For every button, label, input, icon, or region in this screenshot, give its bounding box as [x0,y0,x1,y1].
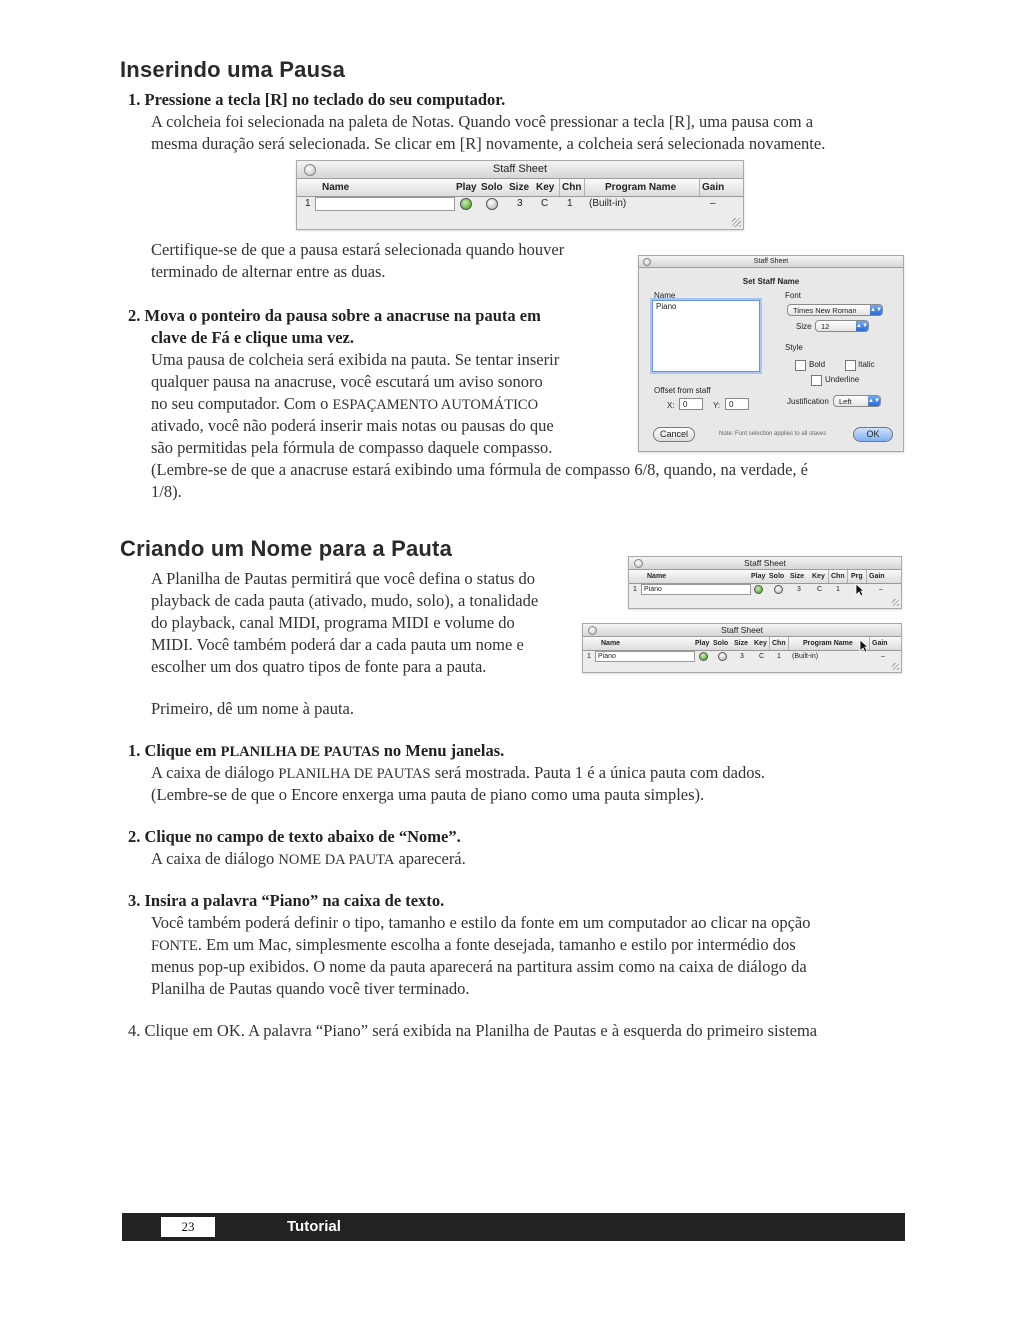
header-chn[interactable]: Chn [562,182,582,193]
step-3b-body-line-4: Planilha de Pautas quando você tiver terminado. [151,979,470,998]
page-number: 23 [161,1217,215,1237]
header-solo[interactable]: Solo [713,640,729,647]
step-2-body-line-7: 1/8). [151,482,182,501]
header-chn[interactable]: Chn [831,573,845,580]
step-2-body-line-3 [151,393,538,416]
certifique-line-2: terminado de alternar entre as duas. [151,262,386,281]
close-icon[interactable] [588,626,597,635]
window-titlebar [583,624,901,637]
program-value[interactable]: (Built-in) [589,198,627,209]
popup-arrows-icon: ▲▼ [868,398,880,404]
header-chn[interactable]: Chn [772,640,786,647]
step-2b-title: 2. Clique no campo de texto abaixo de “Nome”. [128,827,461,846]
font-popup[interactable] [787,304,883,316]
espacamento-automatico: ESPAÇAMENTO AUTOMÁTICO [332,397,539,413]
size-value[interactable]: 3 [740,653,744,660]
bold-checkbox[interactable] [795,360,806,371]
step-1b-title-a: 1. Clique em [128,741,221,760]
column-header-row [583,637,901,651]
window-title: Staff Sheet [492,163,548,175]
dialog-titlebar [639,256,903,268]
set-staff-name-dialog [638,255,904,452]
size-popup-value: 12 [821,322,830,331]
bold-label: Bold [809,360,826,369]
table-row[interactable] [297,197,743,212]
solo-led-icon[interactable] [718,652,727,661]
resize-grip-icon[interactable] [892,599,899,606]
justification-popup-value: Left [839,397,852,406]
play-led-icon[interactable] [754,585,763,594]
step-1-body-line-1: A colcheia foi selecionada na paleta de Notas. Quando você pressionar a tecla [R], uma pausa com a [151,112,814,131]
section-heading-pausa: Inserindo uma Pausa [120,57,346,82]
step-3b-body-b: . Em um Mac, simplesmente escolha a fonte desejada, tamanho e estilo por intermédio dos [197,935,796,954]
resize-grip-icon[interactable] [892,663,899,670]
y-label: Y: [713,401,721,410]
header-key[interactable]: Key [536,182,555,193]
footer-title: Tutorial [287,1218,341,1235]
step-1-body-line-2: mesma duração será selecionada. Se clicar em [R] novamente, a colcheia será selecionada novamente. [151,134,826,153]
italic-label: Italic [858,360,875,369]
step-2-body-line-6: (Lembre-se de que a anacruse estará exibindo uma fórmula de compasso 6/8, quando, na verdade, é [151,460,808,479]
popup-arrows-icon: ▲▼ [870,307,882,313]
gain-value[interactable]: – [710,198,716,209]
step-2-title-line-1: 2. Mova o ponteiro da pausa sobre a anacruse na pauta em [128,306,541,325]
step-2b-body [151,848,466,871]
row-number: 1 [633,586,637,593]
key-value[interactable]: C [541,198,549,209]
dialog-window-title: Staff Sheet [753,258,789,265]
header-solo[interactable]: Solo [769,573,785,580]
column-header-row [297,179,743,197]
key-value[interactable]: C [759,653,765,660]
header-solo[interactable]: Solo [481,182,503,193]
intro-line-1: A Planilha de Pautas permitirá que você defina o status do [151,569,535,588]
header-play[interactable]: Play [751,573,766,580]
header-play[interactable]: Play [456,182,477,193]
window-title: Staff Sheet [721,625,763,635]
solo-led-icon[interactable] [486,198,498,210]
header-size[interactable]: Size [509,182,530,193]
font-popup-value: Times New Roman [793,306,857,315]
header-gain[interactable]: Gain [702,182,725,193]
chn-value[interactable]: 1 [777,653,781,660]
step-2-title-line-2: clave de Fá e clique uma vez. [151,328,354,347]
column-header-row [629,570,901,584]
step-3b-body-sc: FONTE [151,938,198,954]
step-3b-body-line-3: menus pop-up exibidos. O nome da pauta aparecerá na partitura assim como na caixa de diálogo da [151,957,807,976]
font-note: Note: Font selection applies to all staves [719,431,827,437]
staff-name-field[interactable] [315,197,455,211]
intro-line-2: playback de cada pauta (ativado, mudo, solo), a tonalidade [151,591,539,610]
row-number: 1 [587,653,591,660]
table-row[interactable] [583,651,901,663]
size-label: Size [796,322,812,331]
program-value[interactable]: (Built-in) [792,653,819,660]
size-popup[interactable] [815,320,869,332]
step-2-body-line-4: ativado, você não poderá inserir mais notas ou pausas do que [151,416,554,435]
intro-line-5: escolher um dos quatro tipos de fonte para a pauta. [151,657,487,676]
header-size[interactable]: Size [734,640,749,647]
staff-name-field[interactable]: Piano [595,651,695,662]
y-offset-field[interactable]: 0 [725,398,749,410]
row-number: 1 [305,198,311,209]
step-3b-title: 3. Insira a palavra “Piano” na caixa de texto. [128,891,445,910]
header-name[interactable]: Name [322,182,350,193]
size-value[interactable]: 3 [797,586,801,593]
underline-checkbox[interactable] [811,375,822,386]
step-1b-title [128,740,504,763]
justification-popup[interactable] [833,395,881,407]
window-titlebar [297,161,743,179]
close-icon[interactable] [634,559,643,568]
certifique-line-1: Certifique-se de que a pausa estará selecionada quando houver [151,240,565,259]
header-prg[interactable]: Prg [851,573,863,580]
step-1b-body-b: será mostrada. Pauta 1 é a única pauta com dados. [430,763,766,782]
step-2-body-line-1: Uma pausa de colcheia será exibida na pauta. Se tentar inserir [151,350,560,369]
step-3b-body-line-2 [151,934,796,957]
step-2-body-line-5: são permitidas pela fórmula de compasso daquele compasso. [151,438,553,457]
justification-label: Justification [787,397,829,406]
header-program-name[interactable]: Program Name [803,640,853,647]
header-name[interactable]: Name [601,640,621,647]
step-1b-body-line-2: (Lembre-se de que o Encore enxerga uma pauta de piano como uma pauta simples). [151,785,705,804]
close-icon[interactable] [304,164,316,176]
step-3b-body-line-1: Você também poderá definir o tipo, tamanho e estilo da fonte em um computador ao clicar na opção [151,913,811,932]
header-name[interactable]: Name [647,573,667,580]
step-2b-body-b: aparecerá. [394,849,466,868]
style-label: Style [785,343,803,352]
header-play[interactable]: Play [695,640,710,647]
primeiro-line: Primeiro, dê um nome à pauta. [151,699,354,718]
font-label: Font [785,291,802,300]
staff-sheet-window-piano-program [582,623,902,673]
step-4b: 4. Clique em OK. A palavra “Piano” será exibida na Planilha de Pautas e à esquerda do primeiro sistema [128,1021,818,1040]
offset-label: Offset from staff [654,386,711,395]
ok-button[interactable]: OK [853,427,893,442]
section-heading-nome-pauta: Criando um Nome para a Pauta [120,536,453,561]
staff-sheet-window-piano-small [628,556,902,609]
header-key[interactable]: Key [812,573,825,580]
key-value[interactable]: C [817,586,823,593]
step-1b-body-sc: PLANILHA DE PAUTAS [278,766,431,782]
step-2b-body-sc: NOME DA PAUTA [278,852,395,868]
play-led-icon[interactable] [460,198,472,210]
solo-led-icon[interactable] [774,585,783,594]
dialog-heading: Set Staff Name [742,277,800,286]
close-icon[interactable] [643,258,651,266]
popup-arrows-icon: ▲▼ [856,323,868,329]
underline-label: Underline [825,375,860,384]
intro-line-3: do playback, canal MIDI, programa MIDI e volume do [151,613,515,632]
italic-checkbox[interactable] [845,360,856,371]
window-titlebar [629,557,901,570]
play-led-icon[interactable] [699,652,708,661]
x-offset-field[interactable]: 0 [679,398,703,410]
step-2-body-text: no seu computador. Com o [151,394,333,413]
step-2b-body-a: A caixa de diálogo [151,849,279,868]
cancel-button[interactable]: Cancel [653,427,695,442]
chn-value[interactable]: 1 [836,586,840,593]
intro-line-4: MIDI. Você também poderá dar a cada pauta um nome e [151,635,524,654]
name-label: Name [654,291,676,300]
staff-name-field[interactable]: Piano [641,584,751,595]
mouse-pointer-icon [859,639,869,653]
header-key[interactable]: Key [754,640,767,647]
mouse-pointer-icon [855,583,865,597]
header-size[interactable]: Size [790,573,805,580]
step-1b-title-sc: PLANILHA DE PAUTAS [220,744,380,760]
step-1b-title-b: no Menu janelas. [379,741,505,760]
step-1b-body-a: A caixa de diálogo [151,763,279,782]
gain-value[interactable]: – [881,653,885,660]
gain-value[interactable]: – [879,586,883,593]
step-1b-body-line-1 [151,762,765,785]
header-gain[interactable]: Gain [872,640,888,647]
window-title: Staff Sheet [744,558,786,568]
page-footer [122,1213,905,1241]
step-2-body-line-2: qualquer pausa na anacruse, você escutará um aviso sonoro [151,372,543,391]
header-gain[interactable]: Gain [869,573,885,580]
step-1-title: 1. Pressione a tecla [R] no teclado do seu computador. [128,90,506,109]
header-program-name[interactable]: Program Name [605,182,677,193]
x-label: X: [667,401,675,410]
resize-grip-icon[interactable] [732,218,741,227]
size-value[interactable]: 3 [517,198,523,209]
name-text-field[interactable]: Piano [652,300,760,372]
staff-sheet-window-blank [296,160,744,230]
chn-value[interactable]: 1 [567,198,573,209]
